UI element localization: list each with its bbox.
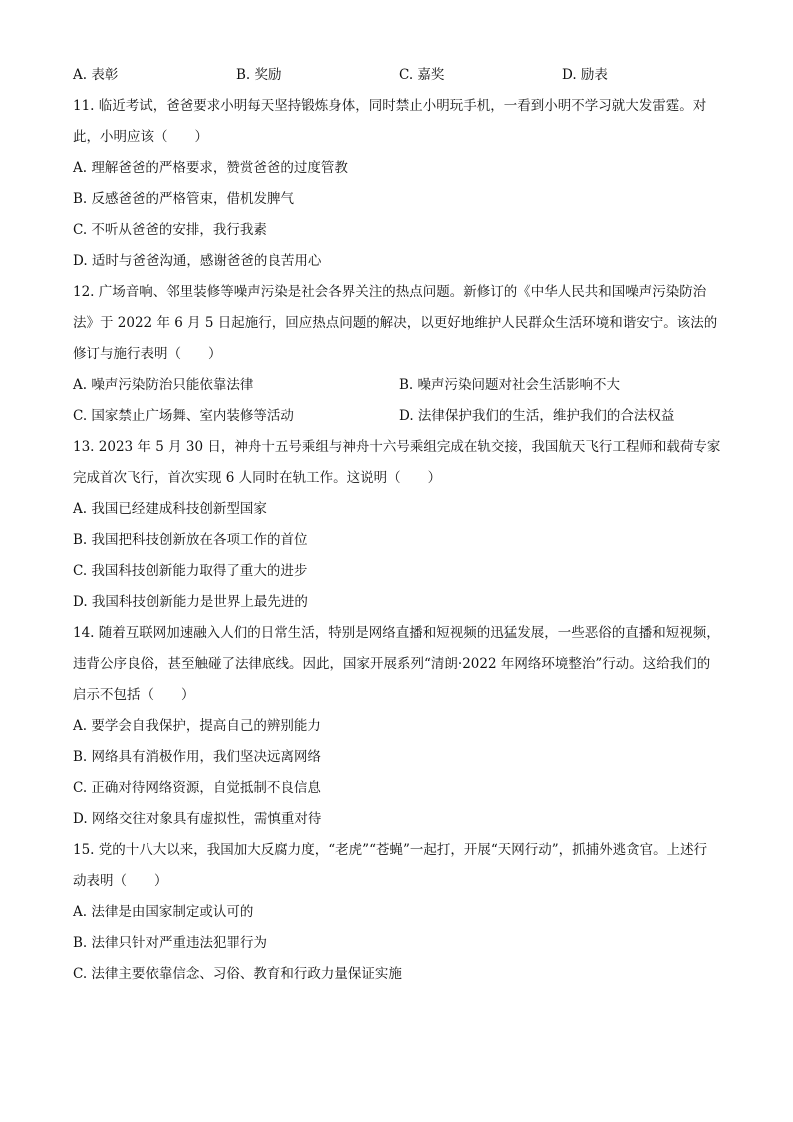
question-stem-line: 违背公序良俗，甚至触碰了法律底线。因此，国家开展系列“清朗·2022 年网络环境整治”行动。这给我们的 [73,656,711,672]
option-b: B. 奖励 [236,67,282,83]
exam-page [73,60,725,990]
question-stem-line: 法》于 2022 年 6 月 5 日起施行，回应热点问题的解决，以更好地维护人民群众生活环境和谐安宁。该法的 [73,315,718,331]
question-stem-line: 启示不包括（ ） [73,687,195,703]
option-c: C. 我国科技创新能力取得了重大的进步 [73,563,308,579]
option-a: A. 理解爸爸的严格要求，赞赏爸爸的过度管教 [73,160,348,176]
question-stem-line: 此，小明应该（ ） [73,129,208,145]
question-11 [73,91,725,277]
option-c: C. 法律主要依靠信念、习俗、教育和行政力量保证实施 [73,966,402,982]
option-d: D. 网络交往对象具有虚拟性，需慎重对待 [73,811,322,827]
option-b: B. 法律只针对严重违法犯罪行为 [73,935,268,951]
option-b: B. 噪声污染问题对社会生活影响不大 [399,377,621,393]
option-a: A. 我国已经建成科技创新型国家 [73,501,267,517]
question-stem-line: 12. 广场音响、邻里装修等噪声污染是社会各界关注的热点问题。新修订的《中华人民共和国噪声污染防治 [73,284,707,300]
question-13 [73,432,725,618]
option-b: B. 我国把科技创新放在各项工作的首位 [73,532,308,548]
option-d: D. 适时与爸爸沟通，感谢爸爸的良苦用心 [73,253,322,269]
option-c: C. 正确对待网络资源，自觉抵制不良信息 [73,780,321,796]
question-stem-line: 11. 临近考试，爸爸要求小明每天坚持锻炼身体，同时禁止小明玩手机，一看到小明不学习就大发雷霆。对 [73,98,707,114]
question-stem-line: 动表明（ ） [73,873,168,889]
option-a: A. 法律是由国家制定或认可的 [73,904,254,920]
option-c: C. 国家禁止广场舞、室内装修等活动 [73,408,294,424]
options-row [73,370,725,401]
question-14 [73,618,725,835]
question-stem-line: 修订与施行表明（ ） [73,346,222,362]
option-a: A. 要学会自我保护，提高自己的辨别能力 [73,718,321,734]
option-d: D. 我国科技创新能力是世界上最先进的 [73,594,308,610]
q10-options [73,60,725,91]
options-row [73,401,725,432]
option-d: D. 法律保护我们的生活，维护我们的合法权益 [399,408,675,424]
question-12 [73,277,725,432]
question-stem-line: 13. 2023 年 5 月 30 日，神舟十五号乘组与神舟十六号乘组完成在轨交接，我国航天飞行工程师和载荷专家 [73,439,721,455]
option-a: A. 表彰 [73,67,119,83]
option-d: D. 励表 [562,67,608,83]
option-b: B. 反感爸爸的严格管束，借机发脾气 [73,191,295,207]
question-stem-line: 完成首次飞行，首次实现 6 人同时在轨工作。这说明（ ） [73,470,442,486]
question-15 [73,835,725,990]
option-b: B. 网络具有消极作用，我们坚决远离网络 [73,749,322,765]
option-c: C. 不听从爸爸的安排，我行我素 [73,222,267,238]
option-a: A. 噪声污染防治只能依靠法律 [73,377,254,393]
option-c: C. 嘉奖 [399,67,445,83]
question-stem-line: 14. 随着互联网加速融入人们的日常生活，特别是网络直播和短视频的迅猛发展，一些恶俗的直播和短视频， [73,625,720,641]
question-stem-line: 15. 党的十八大以来，我国加大反腐力度，“老虎”“苍蝇”一起打，开展“天网行动”，抓捕外逃贪官。上述行 [73,842,708,858]
